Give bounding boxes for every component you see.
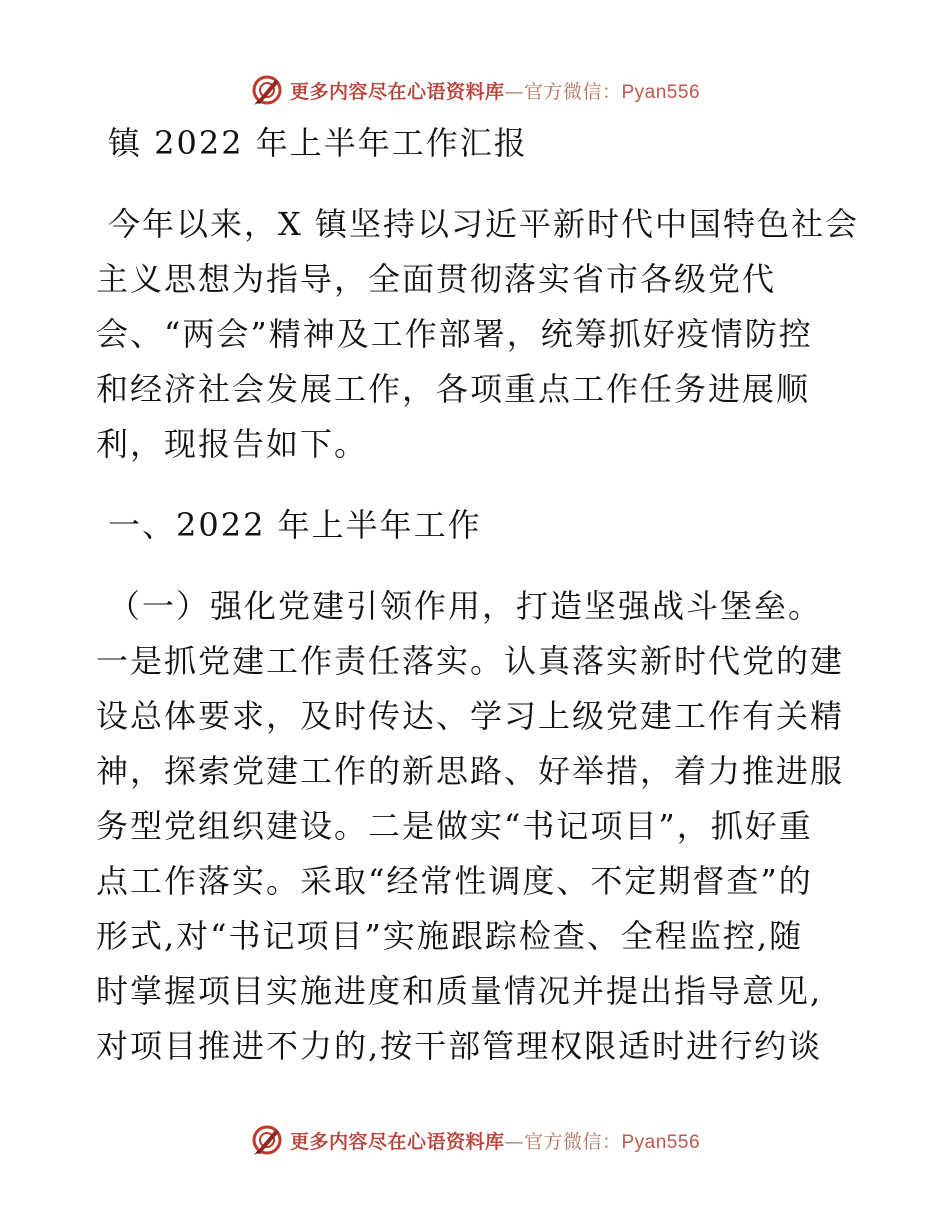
document-title: 镇 2022 年上半年工作汇报: [108, 124, 528, 162]
watermark-contact: 官方微信：: [523, 80, 622, 103]
section-heading: 一、2022 年上半年工作: [108, 506, 482, 544]
body-line-5: 点工作落实。采取“经常性调度、不定期督查”的: [96, 862, 813, 900]
watermark-wechat-id: Pyan556: [621, 1131, 701, 1153]
intro-line-5: 利，现报告如下。: [96, 425, 369, 463]
watermark-footer: [0, 1122, 950, 1158]
body-line-4: 务型党组织建设。二是做实“书记项目”，抓好重: [96, 807, 813, 845]
watermark-brand: 更多内容尽在心语资料库: [289, 1130, 505, 1153]
watermark-wechat-id: Pyan556: [621, 81, 701, 103]
watermark-separator: —: [504, 80, 524, 103]
watermark-text: [290, 1127, 700, 1154]
document-body: [96, 116, 859, 1074]
body-line-3: 神，探索党建工作的新思路、好举措，着力推进服: [96, 752, 845, 790]
watermark-header: [0, 72, 950, 108]
intro-line-2: 主义思想为指导，全面贯彻落实省市各级党代: [96, 260, 777, 298]
intro-line-1: 今年以来，X 镇坚持以习近平新时代中国特色社会: [108, 205, 859, 243]
watermark-contact: 官方微信：: [523, 1130, 622, 1153]
body-line-7: 时掌握项目实施进度和质量情况并提出指导意见,: [96, 972, 823, 1010]
intro-line-3: 会、“两会”精神及工作部署，统筹抓好疫情防控: [96, 315, 813, 353]
body-line-1: 一是抓党建工作责任落实。认真落实新时代党的建: [96, 642, 845, 680]
watermark-brand: 更多内容尽在心语资料库: [289, 80, 505, 103]
body-line-8: 对项目推进不力的,按干部管理权限适时进行约谈: [96, 1027, 823, 1065]
subsection-heading: （一）强化党建引领作用，打造坚强战斗堡垒。: [108, 587, 823, 625]
quill-logo-icon: [250, 1123, 284, 1157]
quill-logo-icon: [250, 73, 284, 107]
watermark-text: [290, 77, 700, 104]
intro-line-4: 和经济社会发展工作，各项重点工作任务进展顺: [96, 370, 811, 408]
body-line-2: 设总体要求，及时传达、学习上级党建工作有关精: [96, 697, 845, 735]
watermark-separator: —: [504, 1130, 524, 1153]
body-line-6: 形式,对“书记项目”实施跟踪检查、全程监控,随: [96, 917, 804, 955]
